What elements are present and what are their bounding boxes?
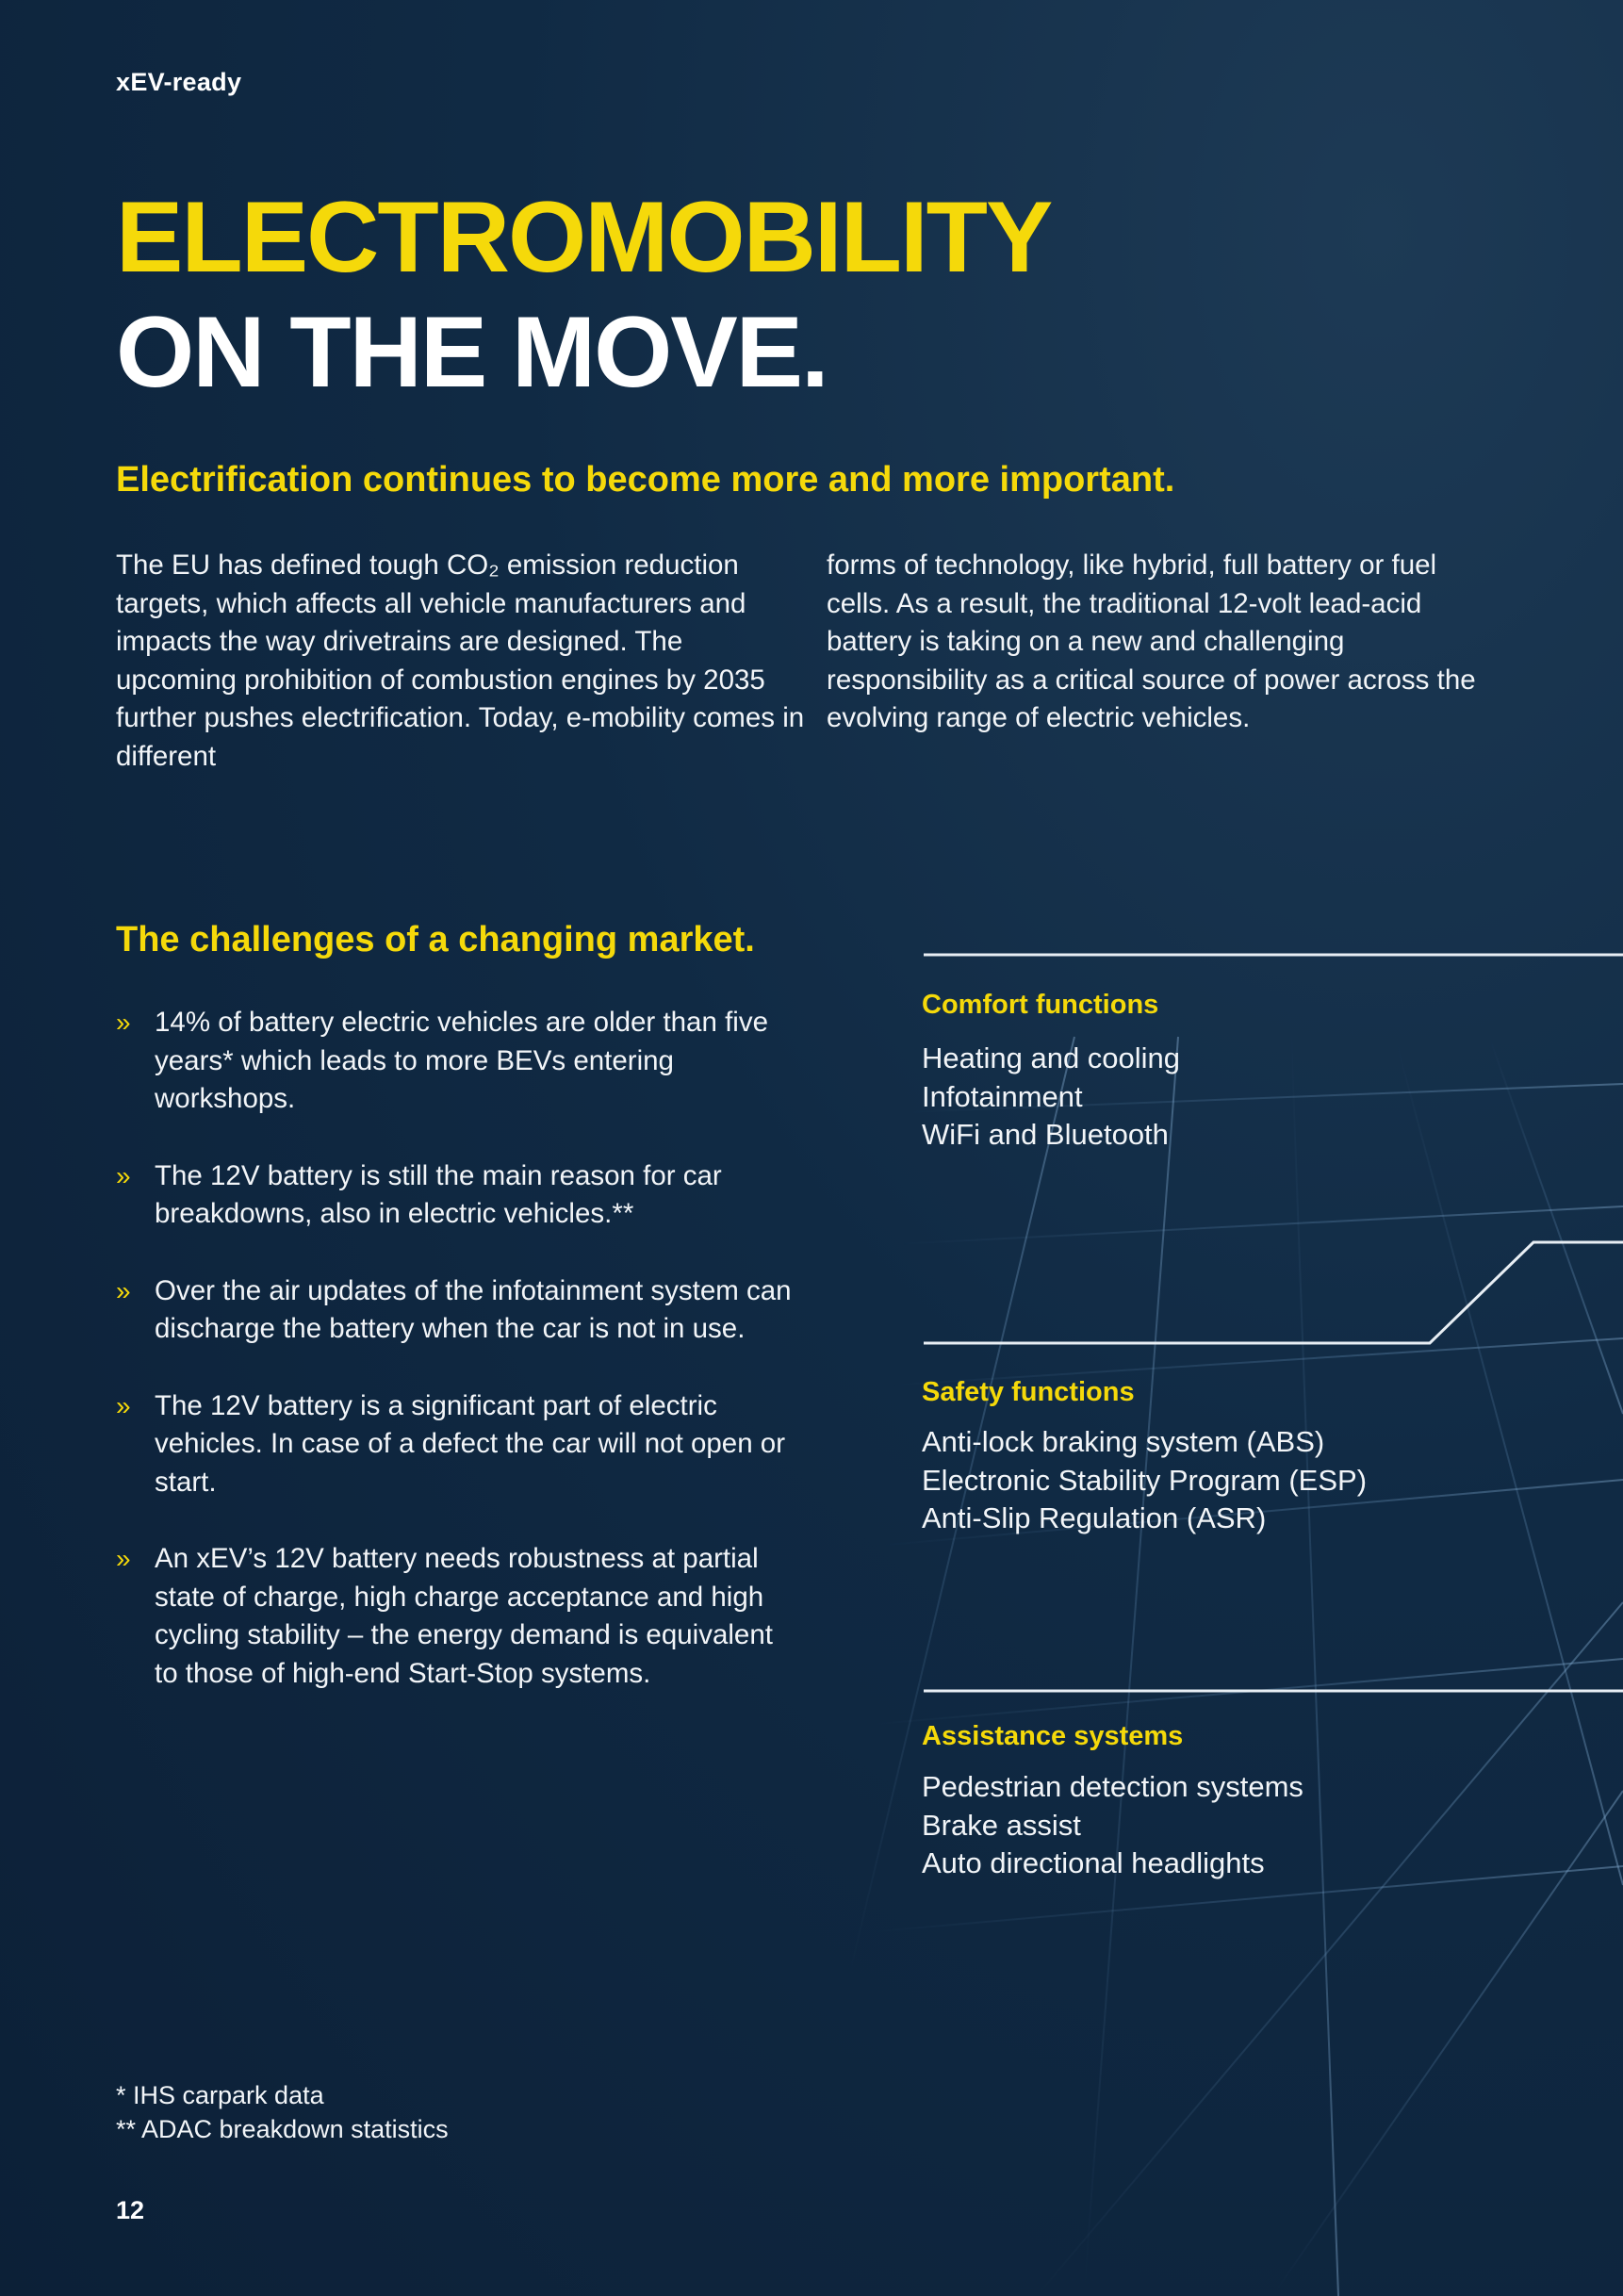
list-item — [116, 1157, 795, 1234]
safety-title: Safety functions — [922, 1377, 1135, 1407]
intro-subtitle: Electrification continues to become more and more important. — [116, 460, 1175, 500]
assistance-list — [922, 1768, 1303, 1883]
kicker-label: xEV-ready — [116, 68, 242, 96]
safety-item: Anti-lock braking system (ABS) — [922, 1425, 1325, 1458]
list-item — [116, 1540, 795, 1693]
list-item — [116, 1272, 795, 1349]
safety-item: Electronic Stability Program (ESP) — [922, 1463, 1368, 1497]
assistance-title: Assistance systems — [922, 1721, 1184, 1751]
list-item-text: An xEV’s 12V battery needs robustness at partial state of charge, high charge acceptance and high cycling stability – the energy demand is equivalent to those of high-end Start-Stop systems. — [155, 1543, 773, 1689]
list-item-text: Over the air updates of the infotainment system can discharge the battery when the car is not in use. — [155, 1274, 792, 1344]
list-item — [116, 1004, 795, 1119]
challenges-list — [116, 1004, 795, 1731]
assistance-item: Auto directional headlights — [922, 1846, 1265, 1879]
bullet-marker-icon: » — [116, 1390, 131, 1420]
comfort-item: Infotainment — [922, 1079, 1083, 1113]
comfort-title: Comfort functions — [922, 990, 1159, 1020]
intro-column-2: forms of technology, like hybrid, full battery or fuel cells. As a result, the traditional 12-volt lead-acid battery is taking on a new and challenging responsibility as a critical source of power across the evolving range of electric vehicles. — [827, 549, 1476, 733]
comfort-list — [922, 1040, 1180, 1155]
list-item-text: The 12V battery is a significant part of electric vehicles. In case of a defect the car will not open or start. — [155, 1389, 786, 1498]
footnotes — [116, 2078, 449, 2146]
safety-item: Anti-Slip Regulation (ASR) — [922, 1501, 1267, 1534]
list-item-text: The 12V battery is still the main reason for car breakdowns, also in electric vehicles.** — [155, 1159, 722, 1229]
bullet-marker-icon: » — [116, 1160, 131, 1190]
headline-line2: ON THE MOVE. — [116, 295, 828, 408]
assistance-item: Pedestrian detection systems — [922, 1770, 1303, 1803]
footnote: * IHS carpark data — [116, 2081, 324, 2109]
comfort-item: WiFi and Bluetooth — [922, 1118, 1169, 1151]
headline — [116, 179, 1051, 409]
bullet-marker-icon: » — [116, 1008, 131, 1037]
headline-line1: ELECTROMOBILITY — [116, 180, 1052, 293]
bullet-marker-icon: » — [116, 1544, 131, 1573]
intro-column-1: The EU has defined tough CO₂ emission reduction targets, which affects all vehicle manufacturers and impacts the way drivetrains are designed. The upcoming prohibition of combustion engines by 2035 further pushes electrification. Today, e-mobility comes in different — [116, 549, 805, 772]
list-item — [116, 1387, 795, 1502]
safety-list — [922, 1423, 1367, 1538]
assistance-item: Brake assist — [922, 1808, 1081, 1842]
list-item-text: 14% of battery electric vehicles are older than five years* which leads to more BEVs entering workshops. — [155, 1007, 768, 1114]
comfort-item: Heating and cooling — [922, 1041, 1181, 1074]
footnote: ** ADAC breakdown statistics — [116, 2115, 449, 2143]
challenges-title: The challenges of a changing market. — [116, 920, 755, 959]
page-number: 12 — [116, 2196, 145, 2224]
bullet-marker-icon: » — [116, 1275, 131, 1305]
